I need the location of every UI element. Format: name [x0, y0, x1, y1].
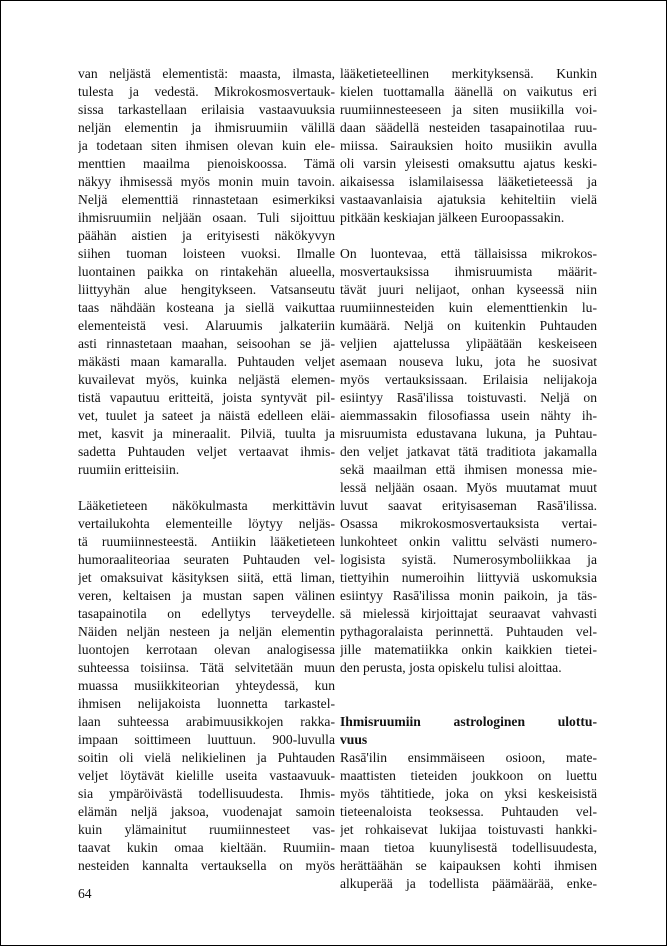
text-line: sä mielessä kirjoittajat seuraavat vahvasti	[340, 606, 597, 621]
text-line: ruumiinnesteiden kuin elementtienkin lu-	[340, 300, 597, 315]
text-line: herättäähän se kaipauksen kohti ihmisen	[340, 858, 597, 873]
paragraph-gap	[340, 695, 597, 713]
page-number: 64	[78, 886, 92, 901]
text-line: esiintyy Rasā'ilissa toistuvasti. Neljä on	[340, 390, 597, 405]
text-line: den veljet jatkavat tätä traditiota jakamalla	[340, 444, 597, 459]
text-line: vet, tuulet ja sateet ja näistä edelleen eläi-	[78, 408, 335, 423]
text-line: jet omaksuivat käsityksen siitä, että liman,	[78, 570, 335, 585]
text-line: jet rohkaisevat lukijaa toistuvasti hankki-	[340, 822, 597, 837]
text-line: tulesta ja vedestä. Mikrokosmosvertauk-	[78, 84, 335, 99]
text-line: luontainen paikka on rintakehän alueella,	[78, 264, 335, 279]
text-line: elementeistä vesi. Alaruumis jalkateriin	[78, 318, 335, 333]
text-line: sekä maailman että ihmisen monessa mie-	[340, 462, 597, 477]
text-line: met, kasvit ja mineraalit. Pilviä, tuulta ja	[78, 426, 335, 441]
text-line: taavat kukin omaa kieltään. Ruumiin-	[78, 840, 335, 855]
text-line: Rasā'ilin ensimmäiseen osioon, mate-	[340, 750, 597, 765]
text-line: aiemmassakin filosofiassa usein nähty ih-	[340, 408, 597, 423]
text-line: tiettyihin numeroihin liittyviä uskomuksia	[340, 570, 597, 585]
text-line: lessä neljään osaan. Myös muutamat muut	[340, 480, 597, 495]
text-line: Osassa mikrokosmosvertauksista vertai-	[340, 516, 597, 531]
text-line: vertailukohta elementeille löytyy neljäs-	[78, 516, 335, 531]
text-line: ihmisruumiin neljään osaan. Tuli sijoittuu	[78, 210, 335, 225]
text-line: tieteenaloista teoksessa. Puhtauden vel-	[340, 804, 597, 819]
text-line: mosvertauksissa ihmisruumista määrit-	[340, 264, 597, 279]
text-line: sissa tarkastellaan erilaisia vastaavuuksia	[78, 102, 335, 117]
text-line: daan säädellä nesteiden tasapainotilaa ruu-	[340, 120, 597, 135]
text-line: laan suhteessa arabimuusikkojen rakka-	[78, 714, 335, 729]
section-heading: vuus	[340, 732, 368, 747]
text-line: kumäärä. Neljä on kuitenkin Puhtauden	[340, 318, 597, 333]
text-line: Näiden neljän nesteen ja neljän elementin	[78, 624, 335, 639]
text-line: ja todetaan siten ihmisen olevan kuin ele-	[78, 138, 335, 153]
text-line: maattisten tieteiden joukkoon on luettu	[340, 768, 597, 783]
text-line: liittyyhän alue hengitykseen. Vatsanseutu	[78, 282, 335, 297]
text-line: taas nähdään kosteana ja siellä vaikuttaa	[78, 300, 335, 315]
text-line: Lääketieteen näkökulmasta merkittävin	[78, 498, 335, 513]
text-line: van neljästä elementistä: maasta, ilmasta,	[78, 66, 335, 81]
text-line: den perusta, josta opiskelu tulisi aloittaa.	[340, 660, 562, 675]
text-line: elämän neljä jaksoa, vuodenajat samoin	[78, 804, 335, 819]
text-line: lääketieteellinen merkityksensä. Kunkin	[340, 66, 597, 81]
text-line: tasapainotila on edellytys terveydelle.	[78, 606, 335, 621]
text-line: kuin ylämainitut ruumiinnesteet vas-	[78, 822, 335, 837]
text-line: ihmisen nelijakoista luonnetta tarkastel-	[78, 696, 335, 711]
text-line: sia ympäröivästä todellisuudesta. Ihmis-	[78, 786, 335, 801]
text-line: aikaisessa islamilaisessa lääketieteessä ja	[340, 174, 597, 189]
left-column	[78, 65, 335, 875]
text-line: tistä vapautuu eritteitä, joista syntyvät pil-	[78, 390, 335, 405]
text-line: sadetta Puhtauden veljet vertaavat ihmis-	[78, 444, 335, 459]
text-line: alkuperää ja todellista päämäärää, enke-	[340, 876, 597, 891]
text-line: maan tietoa kuunylisestä todellisuudesta,	[340, 840, 597, 855]
text-line: veljien ajattelussa ylipäätään keskeiseen	[340, 336, 597, 351]
text-line: ruumiinnesteeseen ja siten musiikilla voi-	[340, 102, 597, 117]
text-line: pythagoralaista perinnettä. Puhtauden vel-	[340, 624, 597, 639]
text-line: pitkään keskiajan jälkeen Euroopassakin.	[340, 210, 565, 225]
text-line: siihen tuoman loisteen vuoksi. Ilmalle	[78, 246, 335, 261]
text-line: nesteiden kannalta vertauksella on myös	[78, 858, 335, 873]
text-line: neljän elementin ja ihmisruumiin välillä	[78, 120, 335, 135]
text-line: oli varsin yleisesti omaksuttu ajatus keski-	[340, 156, 597, 171]
text-line: tä ruumiinnesteestä. Antiikin lääketieteen	[78, 534, 335, 549]
text-line: jille matematiikka onkin kaikkien tietei-	[340, 642, 597, 657]
text-line: veljet löytävät kielille useita vastaavuuk-	[78, 768, 335, 783]
text-line: kuvailevat myös, kuinka neljästä elemen-	[78, 372, 335, 387]
paragraph-gap	[78, 479, 335, 497]
text-line: menttien maailma pienoiskoossa. Tämä	[78, 156, 335, 171]
text-line: esiintyy Rasā'ilissa monin paikoin, ja täs-	[340, 588, 597, 603]
text-line: mäkästi maan kamaralla. Puhtauden veljet	[78, 354, 335, 369]
text-line: tävät juuri nelijaot, onhan kyseessä niin	[340, 282, 597, 297]
text-line: humoraaliteoriaa seuraten Puhtauden vel-	[78, 552, 335, 567]
text-line: lunkohteet onkin valittu selvästi numero-	[340, 534, 597, 549]
text-line: luontojen kerrotaan olevan analogisessa	[78, 642, 335, 657]
text-line: päähän aistien ja erityisesti näkökyvyn	[78, 228, 335, 243]
paragraph-gap	[340, 227, 597, 245]
text-line: vastaavanlaisia ajatuksia kehiteltiin vielä	[340, 192, 597, 207]
text-line: myös vertauksissaan. Erilaisia nelijakoja	[340, 372, 597, 387]
text-line: kielen tuottamalla äänellä on vaikutus eri	[340, 84, 597, 99]
text-line: soitin oli vielä nelikielinen ja Puhtauden	[78, 750, 335, 765]
text-line: näkyy ihmisessä myös monin muin tavoin.	[78, 174, 335, 189]
text-line: miissa. Sairauksien hoito musiikin avulla	[340, 138, 597, 153]
text-line: Neljä elementtiä rinnastetaan esimerkiksi	[78, 192, 335, 207]
section-heading: Ihmisruumiin astrologinen ulottu-	[340, 714, 597, 729]
text-line: asemaan nouseva luku, jota he suosivat	[340, 354, 597, 369]
text-line: muassa musiikkiteorian yhteydessä, kun	[78, 678, 335, 693]
text-line: On luontevaa, että tällaisissa mikrokos-	[340, 246, 597, 261]
text-line: ruumiin eritteisiin.	[78, 462, 180, 477]
text-line: suhteessa toisiinsa. Tätä selvitetään muun	[78, 660, 335, 675]
text-line: impaan soittimeen luuttuun. 900-luvulla	[78, 732, 335, 747]
text-line: myös tähtitiede, joka on yksi keskeisistä	[340, 786, 597, 801]
text-line: misruumista edustavana lukuna, ja Puhtau-	[340, 426, 597, 441]
right-column	[340, 65, 597, 893]
text-line: luvut saavat erityisaseman Rasā'ilissa.	[340, 498, 597, 513]
text-line: asti rinnastetaan maahan, seisoohan se jä-	[78, 336, 335, 351]
text-line: veren, keltaisen ja mustan sapen välinen	[78, 588, 335, 603]
text-line: logisista syistä. Numerosymboliikkaa ja	[340, 552, 597, 567]
paragraph-gap	[340, 677, 597, 695]
